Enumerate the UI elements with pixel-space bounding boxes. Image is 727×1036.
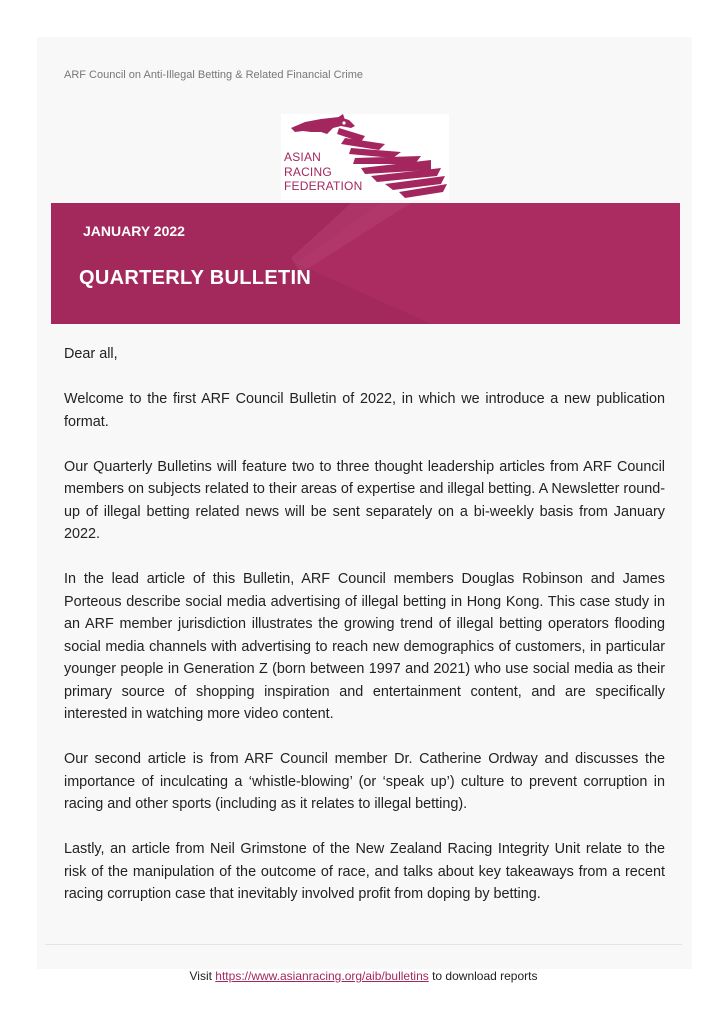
bulletin-banner xyxy=(51,203,680,324)
paragraph-third-article: Lastly, an article from Neil Grimstone of the New Zealand Racing Integrity Unit relate to the risk of the manipulation of the outcome of race, and talks about key takeaways from a recent racing corruption case that inevitably involved profit from doping by betting. xyxy=(64,841,665,902)
footer xyxy=(0,969,727,983)
logo-line-2: RACING xyxy=(284,164,332,179)
logo-line-3: FEDERATION xyxy=(284,179,363,193)
banner-date: JANUARY 2022 xyxy=(83,223,185,239)
bulletins-link[interactable]: https://www.asianracing.org/aib/bulletins xyxy=(215,969,429,983)
banner-pattern xyxy=(51,203,680,324)
banner-title: QUARTERLY BULLETIN xyxy=(79,267,312,289)
bulletin-body xyxy=(64,343,665,928)
arf-logo xyxy=(281,114,449,200)
bulletin-card xyxy=(37,37,692,969)
divider xyxy=(45,944,682,945)
footer-suffix: to download reports xyxy=(428,969,538,983)
paragraph-second-article: Our second article is from ARF Council member Dr. Catherine Ordway and discusses the importance of inculcating a ‘whistle-blowing’ (or ‘speak up’) culture to prevent corruption in racing and other sports (including as it relates to illegal betting). xyxy=(64,751,665,812)
logo-line-1: ASIAN xyxy=(284,150,322,164)
paragraph-format: Our Quarterly Bulletins will feature two to three thought leadership articles from ARF Council members on subjects related to their areas of expertise and illegal betting. A Newsletter round-up of illegal betting related news will be sent separately on a bi-weekly basis from January 2022. xyxy=(64,458,665,542)
paragraph-lead-article: In the lead article of this Bulletin, ARF Council members Douglas Robinson and James Porteous describe social media advertising of illegal betting in Hong Kong. This case study in an ARF member jurisdiction illustrates the growing trend of illegal betting operators flooding social media channels with advertising to reach new demographics of customers, in particular younger people in Generation Z (born between 1997 and 2021) who use social media as their primary source of shopping inspiration and entertainment content, and are specifically interested in watching more video content. xyxy=(64,571,665,722)
footer-prefix: Visit xyxy=(189,969,216,983)
logo-wordmark xyxy=(284,150,362,194)
greeting: Dear all, xyxy=(64,346,118,362)
paragraph-intro: Welcome to the first ARF Council Bulletin of 2022, in which we introduce a new publication format. xyxy=(64,391,665,430)
org-line: ARF Council on Anti-Illegal Betting & Related Financial Crime xyxy=(64,69,363,81)
